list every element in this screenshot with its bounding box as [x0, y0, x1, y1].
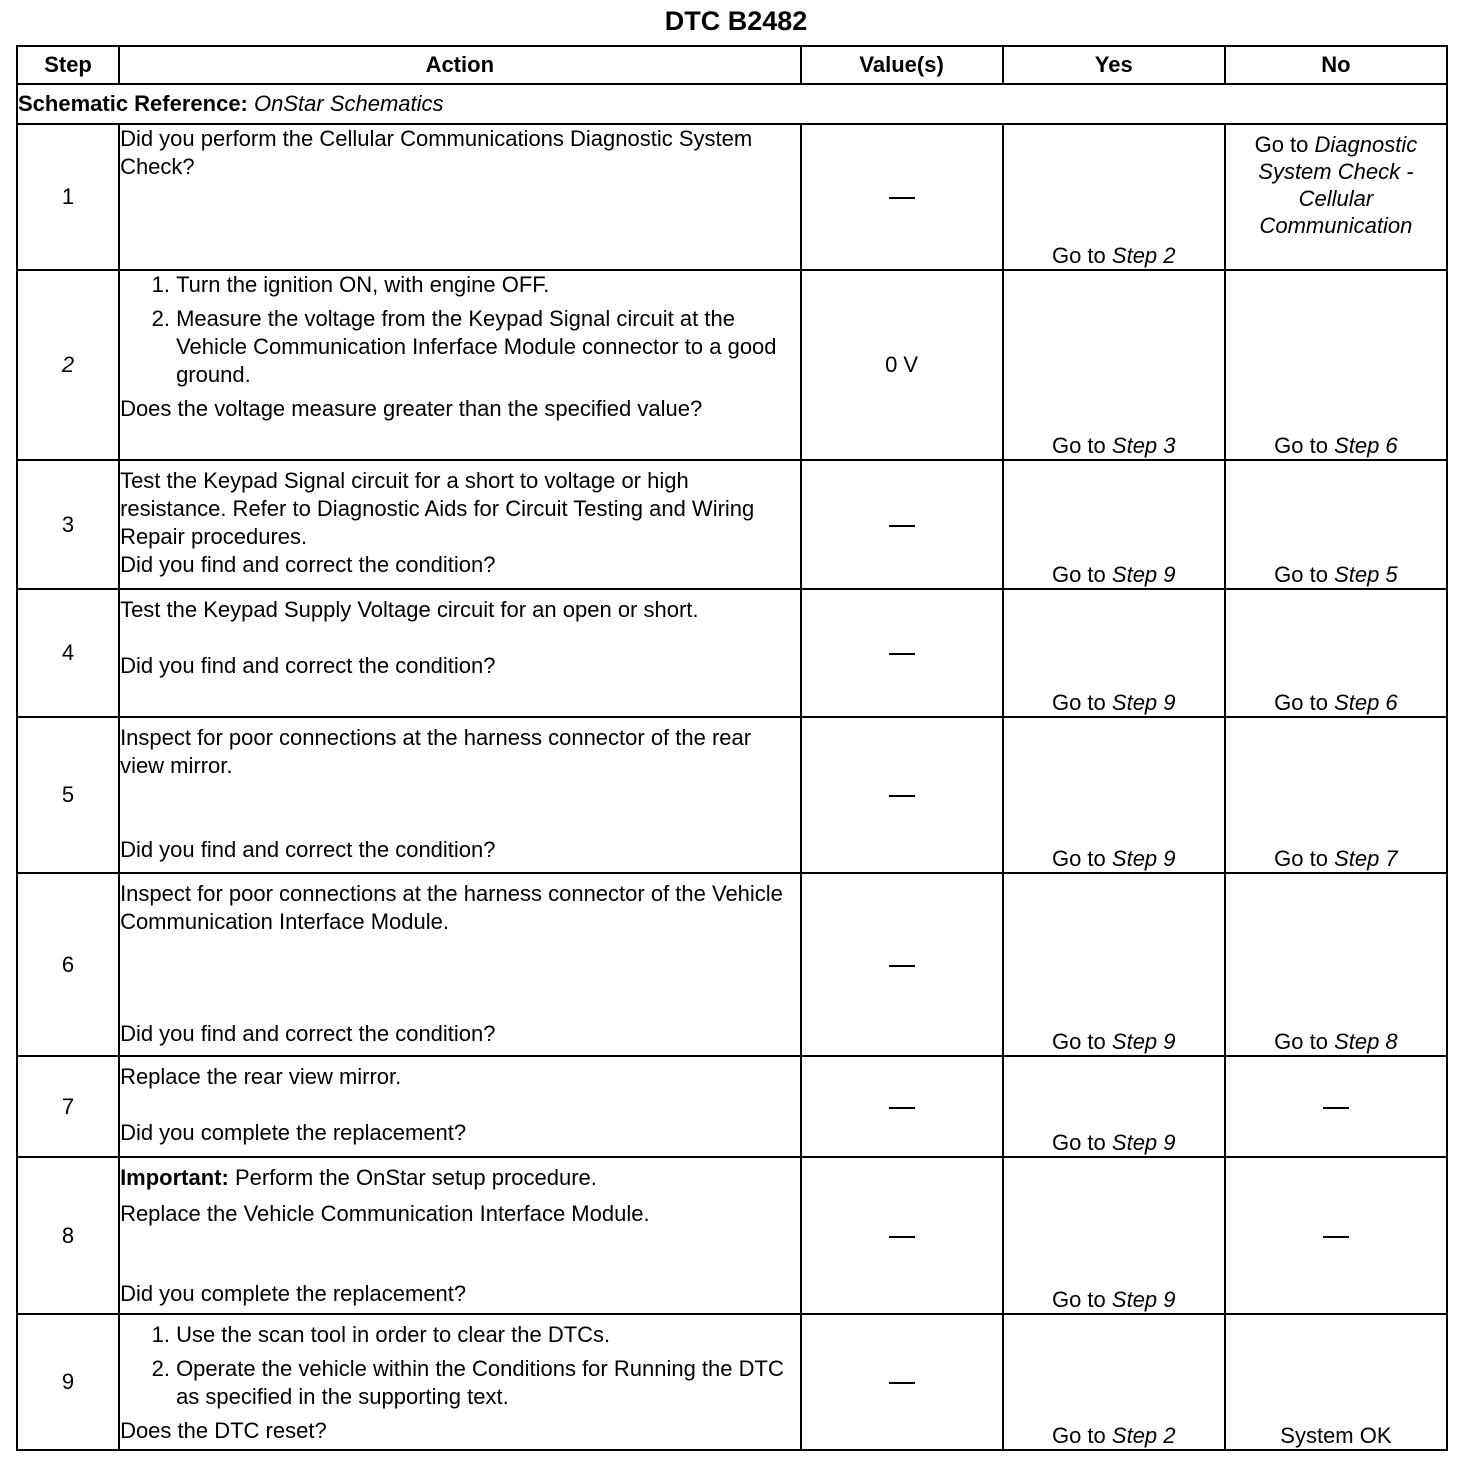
step-number: 2	[17, 270, 119, 460]
action-cell	[119, 124, 800, 270]
yes-cell	[1003, 589, 1225, 717]
action-question: Does the voltage measure greater than the specified value?	[120, 396, 703, 421]
action-text: Test the Keypad Supply Voltage circuit for an open or short.	[120, 597, 699, 622]
action-text: Test the Keypad Signal circuit for a short to voltage or high resistance. Refer to Diagnostic Aids for Circuit Testing and Wiring Repair procedures.	[120, 468, 755, 549]
yes-cell	[1003, 460, 1225, 589]
action-cell	[119, 460, 800, 589]
table-row-step-9	[17, 1314, 1447, 1450]
action-list	[120, 1321, 799, 1411]
yes-cell	[1003, 124, 1225, 270]
value-cell	[801, 1157, 1003, 1314]
value-dash	[889, 1107, 915, 1109]
schematic-reference-row	[17, 84, 1447, 124]
header-yes: Yes	[1003, 46, 1225, 84]
action-text: Inspect for poor connections at the harness connector of the rear view mirror.	[120, 725, 752, 778]
value-dash	[889, 795, 915, 797]
important-note	[120, 1164, 799, 1192]
action-question: Did you complete the replacement?	[120, 1281, 467, 1306]
step-number: 1	[17, 124, 119, 270]
table-row-step-8	[17, 1157, 1447, 1314]
go-to-label: Go to	[1254, 132, 1309, 157]
yes-step: Step 9	[1111, 562, 1176, 587]
action-cell	[119, 1157, 800, 1314]
go-to-label: Go to	[1274, 433, 1328, 458]
action-text: Did you perform the Cellular Communications Diagnostic System Check?	[120, 126, 753, 179]
yes-step: Step 9	[1111, 846, 1176, 871]
action-question: Did you find and correct the condition?	[120, 1021, 496, 1046]
action-text: Replace the Vehicle Communication Interface Module.	[120, 1201, 650, 1226]
yes-step: Step 3	[1111, 433, 1176, 458]
go-to-label: Go to	[1051, 1029, 1106, 1054]
no-cell	[1225, 873, 1447, 1056]
schematic-reference-link: OnStar Schematics	[254, 91, 444, 116]
yes-cell	[1003, 1314, 1225, 1450]
value-cell	[801, 717, 1003, 873]
yes-step: Step 9	[1111, 1029, 1176, 1054]
action-list-item: 1. Turn the ignition ON, with engine OFF.	[176, 271, 799, 299]
header-step: Step	[17, 46, 119, 84]
go-to-label: Go to	[1051, 433, 1106, 458]
no-dash	[1323, 1236, 1349, 1238]
value-cell	[801, 124, 1003, 270]
action-question: Did you find and correct the condition?	[120, 653, 496, 678]
diagnostic-table	[16, 45, 1448, 1451]
no-dash	[1323, 1107, 1349, 1109]
no-cell	[1225, 717, 1447, 873]
action-cell	[119, 717, 800, 873]
action-question: Did you find and correct the condition?	[120, 552, 496, 577]
no-step: Step 7	[1334, 846, 1398, 871]
step-number: 3	[17, 460, 119, 589]
step-number: 5	[17, 717, 119, 873]
yes-step: Step 9	[1111, 1130, 1176, 1155]
value-dash	[889, 525, 915, 527]
no-step: Step 6	[1334, 690, 1398, 715]
action-cell	[119, 589, 800, 717]
value-dash	[889, 1236, 915, 1238]
no-step: Step 6	[1334, 433, 1398, 458]
action-list-item: 1. Use the scan tool in order to clear the DTCs.	[176, 1321, 799, 1349]
go-to-label: Go to	[1051, 690, 1106, 715]
yes-cell	[1003, 1056, 1225, 1157]
no-step: Step 5	[1334, 562, 1398, 587]
go-to-label: Go to	[1051, 846, 1106, 871]
yes-step: Step 2	[1111, 243, 1176, 268]
schematic-reference-label: Schematic Reference:	[18, 91, 248, 116]
no-cell	[1225, 1056, 1447, 1157]
action-cell	[119, 1314, 800, 1450]
header-values: Value(s)	[801, 46, 1003, 84]
yes-cell	[1003, 1157, 1225, 1314]
yes-cell	[1003, 717, 1225, 873]
go-to-label: Go to	[1274, 846, 1328, 871]
table-row-step-5	[17, 717, 1447, 873]
step-number: 8	[17, 1157, 119, 1314]
go-to-label: Go to	[1051, 243, 1106, 268]
go-to-label: Go to	[1051, 562, 1106, 587]
important-label: Important:	[120, 1165, 229, 1190]
action-question: Does the DTC reset?	[120, 1418, 327, 1443]
action-cell	[119, 270, 800, 460]
table-row-step-6	[17, 873, 1447, 1056]
value-cell	[801, 1056, 1003, 1157]
no-cell	[1225, 270, 1447, 460]
go-to-label: Go to	[1274, 562, 1328, 587]
yes-cell	[1003, 873, 1225, 1056]
action-cell	[119, 1056, 800, 1157]
no-cell	[1225, 589, 1447, 717]
no-target: Diagnostic System Check - Cellular Communication	[1258, 132, 1418, 238]
step-number: 7	[17, 1056, 119, 1157]
value-dash	[889, 653, 915, 655]
header-no: No	[1225, 46, 1447, 84]
header-action: Action	[119, 46, 800, 84]
header-row	[17, 46, 1447, 84]
step-number: 6	[17, 873, 119, 1056]
yes-step: Step 9	[1111, 1287, 1176, 1312]
action-list	[120, 271, 799, 389]
no-step: Step 8	[1334, 1029, 1398, 1054]
no-cell	[1225, 124, 1447, 270]
no-cell	[1225, 1157, 1447, 1314]
action-list-item: 2. Operate the vehicle within the Conditions for Running the DTC as specified in the supporting text.	[176, 1355, 799, 1411]
action-question: Did you complete the replacement?	[120, 1120, 467, 1145]
value-dash	[889, 1382, 915, 1384]
go-to-label: Go to	[1051, 1423, 1106, 1448]
table-row-step-2	[17, 270, 1447, 460]
table-row-step-1	[17, 124, 1447, 270]
go-to-label: Go to	[1051, 1130, 1106, 1155]
value-cell	[801, 460, 1003, 589]
table-row-step-4	[17, 589, 1447, 717]
value-dash	[889, 197, 915, 199]
step-number: 4	[17, 589, 119, 717]
yes-step: Step 2	[1111, 1423, 1176, 1448]
action-text: Inspect for poor connections at the harness connector of the Vehicle Communication Interface Module.	[120, 881, 783, 934]
value-cell	[801, 589, 1003, 717]
document-title: DTC B2482	[664, 6, 808, 36]
yes-cell	[1003, 270, 1225, 460]
important-text: Perform the OnStar setup procedure.	[228, 1165, 597, 1190]
go-to-label: Go to	[1274, 690, 1328, 715]
action-question: Did you find and correct the condition?	[120, 837, 496, 862]
action-text: Replace the rear view mirror.	[120, 1064, 402, 1089]
step-number: 9	[17, 1314, 119, 1450]
value-dash	[889, 965, 915, 967]
table-row-step-7	[17, 1056, 1447, 1157]
no-cell: System OK	[1225, 1314, 1447, 1450]
action-cell	[119, 873, 800, 1056]
action-list-item: 2. Measure the voltage from the Keypad Signal circuit at the Vehicle Communication Inferface Module connector to a good ground.	[176, 305, 799, 389]
value-cell	[801, 873, 1003, 1056]
value-cell	[801, 1314, 1003, 1450]
go-to-label: Go to	[1274, 1029, 1328, 1054]
table-row-step-3	[17, 460, 1447, 589]
no-cell	[1225, 460, 1447, 589]
value-cell: 0 V	[801, 270, 1003, 460]
yes-step: Step 9	[1111, 690, 1176, 715]
go-to-label: Go to	[1051, 1287, 1106, 1312]
